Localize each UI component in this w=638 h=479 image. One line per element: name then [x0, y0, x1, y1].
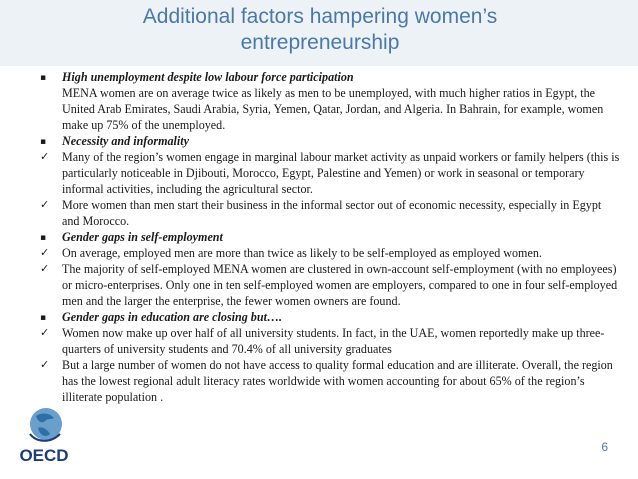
list-item-text: MENA women are on average twice as likely as men to be unemployed, with much higher ratios in Egypt, the United Arab Emirates, Saudi Arabia, Syria, Yemen, Qatar, Jordan, and Algeria. In Bahrain, for example, women make up 75% of the unemployed.	[62, 86, 604, 132]
slide-body	[40, 69, 620, 405]
list-item-text: Many of the region’s women engage in marginal labour market activity as unpaid workers or family helpers (this is particularly noticeable in Djibouti, Morocco, Egypt, Palestine and Yemen) or work in seasonal or temporary informal activities, including the agricultural sector.	[62, 150, 620, 196]
section-heading	[40, 229, 620, 245]
oecd-logo-text: OECD	[19, 446, 69, 465]
list-item	[40, 149, 620, 197]
list-item	[40, 325, 620, 357]
bullet-icon: ▪	[40, 233, 47, 243]
section-heading-text: Gender gaps in self-employment	[62, 230, 223, 244]
list-item-text: More women than men start their business in the informal sector out of economic necessity, especially in Egypt and Morocco.	[62, 198, 602, 228]
checkmark-icon: ✓	[40, 358, 50, 371]
checkmark-icon: ✓	[40, 262, 50, 275]
checkmark-icon: ✓	[40, 198, 50, 211]
bullet-icon: ▪	[40, 73, 47, 83]
slide-title-line-1: Additional factors hampering women’s	[142, 5, 498, 28]
list-item-text: On average, employed men are more than twice as likely to be self-employed as employed women.	[62, 246, 542, 260]
section-heading-text: High unemployment despite low labour force participation	[62, 70, 354, 84]
checkmark-icon: ✓	[40, 150, 50, 163]
list-item-text: But a large number of women do not have access to quality formal education and are illiterate. Overall, the region has the lowest regional adult literacy rates worldwide with women accounting for about 65% of the region’s illiterate population .	[62, 358, 613, 404]
list-item	[40, 85, 620, 133]
page-number: 6	[601, 440, 608, 454]
section-heading-text: Gender gaps in education are closing but….	[62, 310, 283, 324]
section-heading	[40, 309, 620, 325]
bullet-icon: ▪	[40, 137, 47, 147]
list-item	[40, 245, 620, 261]
slide-title	[60, 4, 580, 56]
section-heading	[40, 133, 620, 149]
list-item	[40, 197, 620, 229]
list-item	[40, 261, 620, 309]
list-item-text: The majority of self-employed MENA women are clustered in own-account self-employment (with no employees) or micro-enterprises. Only one in ten self-employed women are employers, compared to one in four self-employed men and the larger the enterprise, the fewer women owners are found.	[62, 262, 618, 308]
slide-title-line-2: entrepreneurship	[240, 31, 400, 54]
checkmark-icon: ✓	[40, 246, 50, 259]
section-heading-text: Necessity and informality	[62, 134, 189, 148]
checkmark-icon: ✓	[40, 326, 50, 339]
list-item-text: Women now make up over half of all university students. In fact, in the UAE, women reportedly make up three-quarters of university students and 70.4% of all university graduates	[62, 326, 605, 356]
list-item	[40, 357, 620, 405]
bullet-icon: ▪	[40, 313, 47, 323]
section-heading	[40, 69, 620, 85]
